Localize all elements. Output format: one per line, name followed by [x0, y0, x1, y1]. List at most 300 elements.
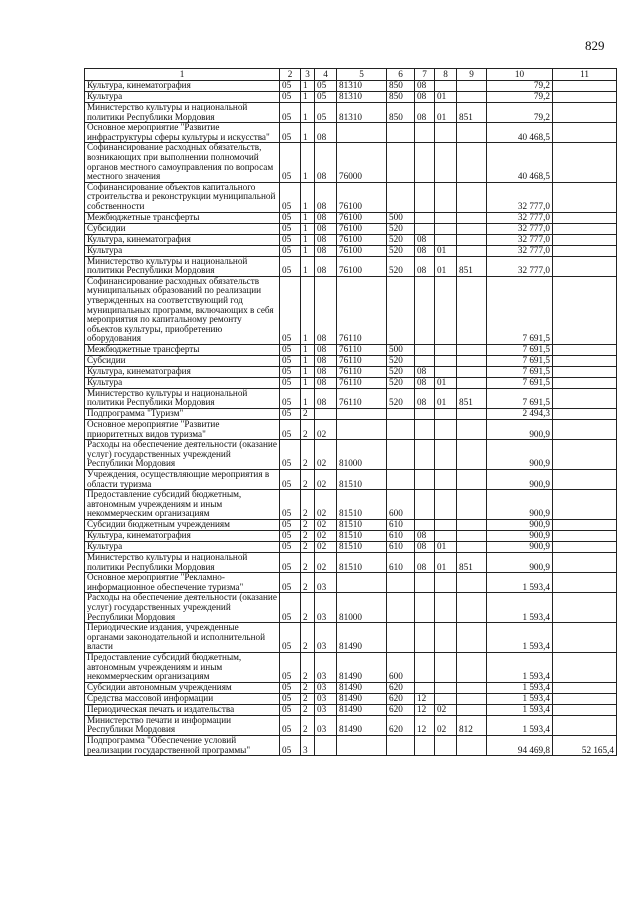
row-value-cell: 03: [315, 593, 337, 623]
row-value-cell: 1: [301, 344, 315, 355]
row-value-cell: [553, 276, 617, 344]
row-value-cell: [553, 682, 617, 693]
row-value-cell: 01: [435, 542, 457, 553]
row-value-cell: [553, 256, 617, 276]
row-value-cell: [457, 593, 487, 623]
row-name-cell: Субсидии автономным учреждениям: [85, 682, 280, 693]
table-row: [85, 490, 617, 520]
row-value-cell: [387, 143, 415, 182]
row-value-cell: [457, 573, 487, 593]
table-row: [85, 388, 617, 408]
row-name-cell: Культура: [85, 377, 280, 388]
table-row: [85, 531, 617, 542]
row-value-cell: [553, 704, 617, 715]
row-value-cell: [435, 470, 457, 490]
row-value-cell: [457, 123, 487, 143]
row-value-cell: 620: [387, 704, 415, 715]
row-value-cell: [457, 735, 487, 755]
row-value-cell: [457, 409, 487, 420]
row-value-cell: [435, 182, 457, 212]
row-value-cell: 05: [280, 652, 301, 682]
table-row: [85, 344, 617, 355]
row-value-cell: 08: [315, 143, 337, 182]
row-value-cell: 76110: [337, 377, 387, 388]
row-value-cell: 7 691,5: [487, 276, 553, 344]
row-value-cell: 850: [387, 92, 415, 103]
row-value-cell: [387, 420, 415, 440]
row-value-cell: [435, 344, 457, 355]
row-value-cell: 2: [301, 682, 315, 693]
row-value-cell: [415, 623, 435, 653]
row-value-cell: 1 593,4: [487, 693, 553, 704]
row-value-cell: 520: [387, 366, 415, 377]
row-value-cell: 02: [435, 704, 457, 715]
row-value-cell: 520: [387, 377, 415, 388]
row-value-cell: [415, 276, 435, 344]
row-value-cell: [553, 409, 617, 420]
row-value-cell: [553, 573, 617, 593]
row-value-cell: 1 593,4: [487, 593, 553, 623]
row-value-cell: 02: [315, 542, 337, 553]
row-name-cell: Министерство культуры и национальной политики Республики Мордовия: [85, 256, 280, 276]
row-value-cell: 76100: [337, 223, 387, 234]
row-name-cell: Министерство культуры и национальной политики Республики Мордовия: [85, 388, 280, 408]
row-value-cell: [415, 143, 435, 182]
header-row: [85, 69, 617, 81]
page-number: 829: [585, 38, 605, 53]
row-value-cell: 05: [280, 103, 301, 123]
row-value-cell: [435, 490, 457, 520]
row-value-cell: 79,2: [487, 92, 553, 103]
row-value-cell: [553, 623, 617, 653]
row-value-cell: [457, 223, 487, 234]
row-value-cell: [457, 366, 487, 377]
row-value-cell: [553, 123, 617, 143]
row-value-cell: 900,9: [487, 542, 553, 553]
row-value-cell: 08: [315, 276, 337, 344]
row-value-cell: [457, 693, 487, 704]
row-value-cell: 05: [280, 409, 301, 420]
row-name-cell: Межбюджетные трансферты: [85, 212, 280, 223]
row-value-cell: 05: [280, 212, 301, 223]
row-value-cell: [435, 123, 457, 143]
row-name-cell: Периодические издания, учрежденные органами законодательной и исполнительной власти: [85, 623, 280, 653]
row-value-cell: [457, 652, 487, 682]
row-value-cell: 02: [315, 553, 337, 573]
row-value-cell: [553, 490, 617, 520]
table-row: [85, 693, 617, 704]
row-value-cell: 08: [315, 182, 337, 212]
row-value-cell: 81510: [337, 553, 387, 573]
table-row: [85, 81, 617, 92]
row-value-cell: [553, 182, 617, 212]
row-value-cell: 76110: [337, 366, 387, 377]
row-value-cell: 610: [387, 531, 415, 542]
row-name-cell: Предоставление субсидий бюджетным, автономным учреждениям и иным некоммерческим организациям: [85, 652, 280, 682]
row-value-cell: 1: [301, 245, 315, 256]
row-value-cell: 76100: [337, 245, 387, 256]
row-value-cell: 08: [315, 256, 337, 276]
row-value-cell: [387, 735, 415, 755]
column-header: 9: [457, 69, 487, 81]
row-value-cell: 32 777,0: [487, 212, 553, 223]
row-value-cell: [457, 704, 487, 715]
row-value-cell: [415, 182, 435, 212]
row-value-cell: [415, 344, 435, 355]
table-row: [85, 520, 617, 531]
row-value-cell: 520: [387, 234, 415, 245]
row-name-cell: Министерство культуры и национальной политики Республики Мордовия: [85, 103, 280, 123]
row-value-cell: 2: [301, 440, 315, 470]
row-value-cell: 2: [301, 704, 315, 715]
row-value-cell: 94 469,8: [487, 735, 553, 755]
row-value-cell: 81310: [337, 92, 387, 103]
row-value-cell: 1 593,4: [487, 682, 553, 693]
row-value-cell: 05: [280, 490, 301, 520]
row-value-cell: 76100: [337, 234, 387, 245]
row-value-cell: 1: [301, 212, 315, 223]
row-value-cell: [435, 409, 457, 420]
row-value-cell: 08: [315, 123, 337, 143]
row-value-cell: 05: [280, 531, 301, 542]
row-value-cell: 08: [415, 92, 435, 103]
row-value-cell: 03: [315, 623, 337, 653]
row-name-cell: Основное мероприятие "Развитие приоритетных видов туризма": [85, 420, 280, 440]
row-value-cell: 81490: [337, 693, 387, 704]
row-value-cell: [457, 344, 487, 355]
row-value-cell: [553, 593, 617, 623]
row-value-cell: 1: [301, 182, 315, 212]
row-value-cell: 2: [301, 531, 315, 542]
row-value-cell: 05: [315, 81, 337, 92]
row-name-cell: Предоставление субсидий бюджетным, автономным учреждениям и иным некоммерческим организациям: [85, 490, 280, 520]
row-name-cell: Культура: [85, 92, 280, 103]
row-value-cell: 08: [415, 366, 435, 377]
row-value-cell: 05: [280, 223, 301, 234]
row-value-cell: [457, 420, 487, 440]
table-row: [85, 256, 617, 276]
row-name-cell: Расходы на обеспечение деятельности (оказание услуг) государственных учреждений Республики Мордовия: [85, 593, 280, 623]
row-value-cell: 76100: [337, 256, 387, 276]
row-value-cell: 05: [280, 366, 301, 377]
row-value-cell: 520: [387, 256, 415, 276]
row-value-cell: [387, 123, 415, 143]
row-value-cell: [435, 573, 457, 593]
row-value-cell: 03: [315, 693, 337, 704]
row-value-cell: [553, 652, 617, 682]
row-value-cell: 1 593,4: [487, 704, 553, 715]
row-value-cell: 05: [280, 388, 301, 408]
row-value-cell: 2: [301, 420, 315, 440]
row-value-cell: [415, 573, 435, 593]
row-value-cell: [315, 735, 337, 755]
row-value-cell: 7 691,5: [487, 377, 553, 388]
row-value-cell: [435, 531, 457, 542]
row-value-cell: 08: [315, 388, 337, 408]
row-value-cell: [387, 182, 415, 212]
table-row: [85, 470, 617, 490]
row-value-cell: [553, 103, 617, 123]
row-value-cell: [337, 420, 387, 440]
row-value-cell: [415, 420, 435, 440]
row-value-cell: 05: [280, 123, 301, 143]
row-value-cell: [553, 542, 617, 553]
row-value-cell: 05: [280, 542, 301, 553]
row-value-cell: 03: [315, 682, 337, 693]
row-name-cell: Культура, кинематография: [85, 366, 280, 377]
row-name-cell: Министерство культуры и национальной политики Республики Мордовия: [85, 553, 280, 573]
row-value-cell: [553, 440, 617, 470]
row-value-cell: 32 777,0: [487, 223, 553, 234]
column-header: 11: [553, 69, 617, 81]
row-value-cell: 1: [301, 92, 315, 103]
row-value-cell: [415, 440, 435, 470]
row-value-cell: 08: [415, 103, 435, 123]
row-value-cell: 01: [435, 103, 457, 123]
row-value-cell: 05: [280, 377, 301, 388]
row-value-cell: [415, 682, 435, 693]
row-value-cell: 1: [301, 234, 315, 245]
row-value-cell: 7 691,5: [487, 366, 553, 377]
row-value-cell: [435, 440, 457, 470]
row-value-cell: 76110: [337, 355, 387, 366]
row-value-cell: 05: [280, 182, 301, 212]
row-name-cell: Подпрограмма "Туризм": [85, 409, 280, 420]
row-value-cell: 620: [387, 715, 415, 735]
row-value-cell: 620: [387, 682, 415, 693]
table-row: [85, 715, 617, 735]
row-value-cell: 81490: [337, 623, 387, 653]
row-value-cell: [553, 531, 617, 542]
row-value-cell: 08: [415, 553, 435, 573]
table-row: [85, 92, 617, 103]
row-value-cell: [457, 470, 487, 490]
row-value-cell: [553, 143, 617, 182]
row-value-cell: [435, 276, 457, 344]
row-value-cell: 81490: [337, 704, 387, 715]
row-value-cell: 32 777,0: [487, 245, 553, 256]
row-value-cell: [457, 440, 487, 470]
row-value-cell: 1: [301, 256, 315, 276]
row-value-cell: 08: [415, 81, 435, 92]
row-value-cell: 05: [280, 715, 301, 735]
row-value-cell: 81000: [337, 440, 387, 470]
row-value-cell: 1: [301, 143, 315, 182]
row-value-cell: 12: [415, 693, 435, 704]
row-value-cell: [457, 377, 487, 388]
row-value-cell: 850: [387, 103, 415, 123]
row-value-cell: 520: [387, 355, 415, 366]
row-value-cell: 76110: [337, 344, 387, 355]
row-value-cell: 81000: [337, 593, 387, 623]
row-value-cell: 05: [280, 470, 301, 490]
row-value-cell: [337, 123, 387, 143]
row-value-cell: 40 468,5: [487, 123, 553, 143]
row-value-cell: 7 691,5: [487, 388, 553, 408]
row-value-cell: [387, 409, 415, 420]
row-value-cell: [435, 223, 457, 234]
row-value-cell: 05: [280, 344, 301, 355]
budget-table: [84, 68, 617, 756]
row-value-cell: 32 777,0: [487, 256, 553, 276]
row-value-cell: 03: [315, 704, 337, 715]
row-value-cell: [435, 143, 457, 182]
row-value-cell: 05: [280, 440, 301, 470]
table-row: [85, 623, 617, 653]
row-value-cell: 2: [301, 715, 315, 735]
row-name-cell: Культура, кинематография: [85, 81, 280, 92]
row-value-cell: 500: [387, 212, 415, 223]
row-value-cell: [387, 623, 415, 653]
row-value-cell: [435, 366, 457, 377]
row-value-cell: [553, 212, 617, 223]
row-value-cell: 81510: [337, 542, 387, 553]
row-value-cell: 01: [435, 245, 457, 256]
row-value-cell: 850: [387, 81, 415, 92]
row-value-cell: [553, 420, 617, 440]
row-value-cell: 12: [415, 715, 435, 735]
row-value-cell: 81510: [337, 531, 387, 542]
table-row: [85, 377, 617, 388]
column-header: 4: [315, 69, 337, 81]
table-row: [85, 212, 617, 223]
row-value-cell: [553, 715, 617, 735]
row-name-cell: Культура: [85, 245, 280, 256]
row-value-cell: 05: [280, 143, 301, 182]
row-value-cell: [553, 355, 617, 366]
row-value-cell: [435, 420, 457, 440]
row-value-cell: 900,9: [487, 520, 553, 531]
row-value-cell: 1: [301, 377, 315, 388]
row-value-cell: [553, 388, 617, 408]
row-value-cell: 81490: [337, 652, 387, 682]
row-value-cell: [553, 234, 617, 245]
row-value-cell: 7 691,5: [487, 355, 553, 366]
row-value-cell: [337, 735, 387, 755]
row-value-cell: 2: [301, 409, 315, 420]
row-value-cell: 08: [315, 366, 337, 377]
row-value-cell: [457, 520, 487, 531]
row-value-cell: 05: [280, 623, 301, 653]
table-row: [85, 223, 617, 234]
row-value-cell: 610: [387, 520, 415, 531]
row-value-cell: 05: [280, 735, 301, 755]
row-value-cell: [435, 652, 457, 682]
row-value-cell: [553, 344, 617, 355]
row-value-cell: 05: [280, 234, 301, 245]
row-value-cell: [337, 409, 387, 420]
row-value-cell: [553, 693, 617, 704]
row-value-cell: 76000: [337, 143, 387, 182]
row-value-cell: [457, 143, 487, 182]
row-value-cell: 851: [457, 256, 487, 276]
row-value-cell: [553, 92, 617, 103]
row-value-cell: 32 777,0: [487, 182, 553, 212]
row-value-cell: 08: [415, 542, 435, 553]
row-value-cell: 851: [457, 388, 487, 408]
row-value-cell: [415, 409, 435, 420]
row-value-cell: [553, 223, 617, 234]
row-value-cell: [315, 409, 337, 420]
row-value-cell: 02: [315, 490, 337, 520]
row-value-cell: [415, 470, 435, 490]
row-value-cell: [387, 276, 415, 344]
table-row: [85, 366, 617, 377]
row-name-cell: Периодическая печать и издательства: [85, 704, 280, 715]
row-value-cell: 81490: [337, 715, 387, 735]
row-value-cell: 851: [457, 103, 487, 123]
table-row: [85, 123, 617, 143]
column-header: 2: [280, 69, 301, 81]
row-name-cell: Софинансирование расходных обязательств муниципальных образований по реализации утвержденных на соответствующий год муниципальных программ, включающих в себя мероприятия по капитальному ремонту объектов культуры, приобретению оборудования: [85, 276, 280, 344]
row-value-cell: 05: [280, 573, 301, 593]
row-value-cell: 900,9: [487, 490, 553, 520]
column-header: 6: [387, 69, 415, 81]
table-row: [85, 593, 617, 623]
row-value-cell: 620: [387, 693, 415, 704]
row-value-cell: 01: [435, 256, 457, 276]
row-value-cell: [457, 355, 487, 366]
row-value-cell: [553, 366, 617, 377]
row-value-cell: 2: [301, 652, 315, 682]
row-value-cell: [387, 573, 415, 593]
row-value-cell: [435, 693, 457, 704]
row-value-cell: 610: [387, 542, 415, 553]
row-value-cell: [435, 212, 457, 223]
row-value-cell: [387, 593, 415, 623]
row-value-cell: 520: [387, 245, 415, 256]
row-value-cell: [415, 520, 435, 531]
row-value-cell: 1: [301, 103, 315, 123]
row-value-cell: 03: [315, 652, 337, 682]
row-name-cell: Субсидии: [85, 355, 280, 366]
table-row: [85, 553, 617, 573]
column-header: 3: [301, 69, 315, 81]
row-value-cell: 05: [280, 245, 301, 256]
row-value-cell: 05: [280, 593, 301, 623]
row-value-cell: 08: [315, 234, 337, 245]
row-value-cell: 812: [457, 715, 487, 735]
row-value-cell: [457, 682, 487, 693]
row-value-cell: 08: [415, 377, 435, 388]
table-row: [85, 355, 617, 366]
row-value-cell: [415, 593, 435, 623]
row-value-cell: 1: [301, 223, 315, 234]
row-value-cell: 02: [435, 715, 457, 735]
row-value-cell: 02: [315, 531, 337, 542]
table-row: [85, 245, 617, 256]
row-value-cell: 1 593,4: [487, 573, 553, 593]
table-row: [85, 276, 617, 344]
row-value-cell: 81510: [337, 470, 387, 490]
row-value-cell: [457, 92, 487, 103]
row-value-cell: 05: [280, 355, 301, 366]
row-value-cell: 2: [301, 553, 315, 573]
row-value-cell: 1: [301, 123, 315, 143]
row-value-cell: 08: [315, 223, 337, 234]
row-value-cell: [415, 355, 435, 366]
row-value-cell: 01: [435, 388, 457, 408]
row-value-cell: 1 593,4: [487, 715, 553, 735]
row-value-cell: [457, 245, 487, 256]
row-value-cell: 02: [315, 440, 337, 470]
row-value-cell: 76110: [337, 276, 387, 344]
row-value-cell: [435, 593, 457, 623]
row-value-cell: 05: [280, 420, 301, 440]
row-value-cell: 81510: [337, 490, 387, 520]
row-value-cell: 2: [301, 470, 315, 490]
row-value-cell: [553, 470, 617, 490]
